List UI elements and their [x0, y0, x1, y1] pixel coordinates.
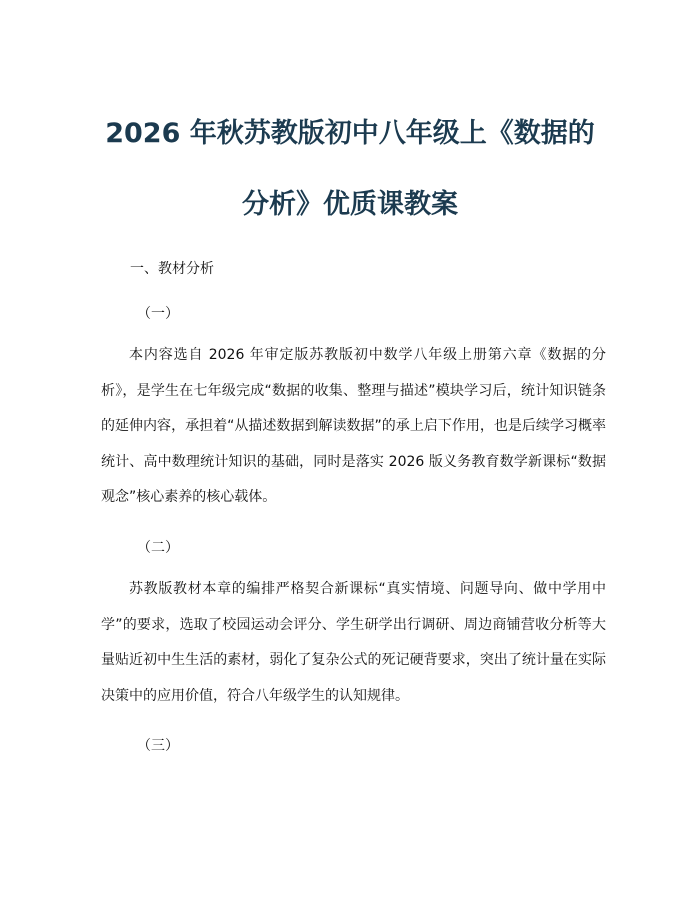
- subsection-label-2: （二）: [137, 540, 179, 556]
- document-title-line-2: 分析》优质课教案: [242, 189, 458, 220]
- subsection-paragraph-1: 本内容选自 2026 年审定版苏教版初中数学八年级上册第六章《数据的分析》，是学生在七年级完成“数据的收集、整理与描述”模块学习后，统计知识链条的延伸内容，承担着“从描述数据到解读数据”的承上启下作用，也是后续学习概率统计、高中数理统计知识的基础，同时是落实 2026 版义务教育数学新课标“数据观念”核心素养的核心载体。: [101, 347, 606, 505]
- subsection-paragraph-2: 苏教版教材本章的编排严格契合新课标“真实情境、问题导向、做中学用中学”的要求，选取了校园运动会评分、学生研学出行调研、周边商铺营收分析等大量贴近初中生生活的素材，弱化了复杂公式的死记硬背要求，突出了统计量在实际决策中的应用价值，符合八年级学生的认知规律。: [101, 581, 606, 704]
- subsection-label-3: （三）: [137, 738, 179, 754]
- document-title-line-1: 2026 年秋苏教版初中八年级上《数据的: [105, 118, 595, 149]
- subsection-label-1: （一）: [137, 306, 179, 322]
- section-heading: 一、教材分析: [130, 261, 214, 277]
